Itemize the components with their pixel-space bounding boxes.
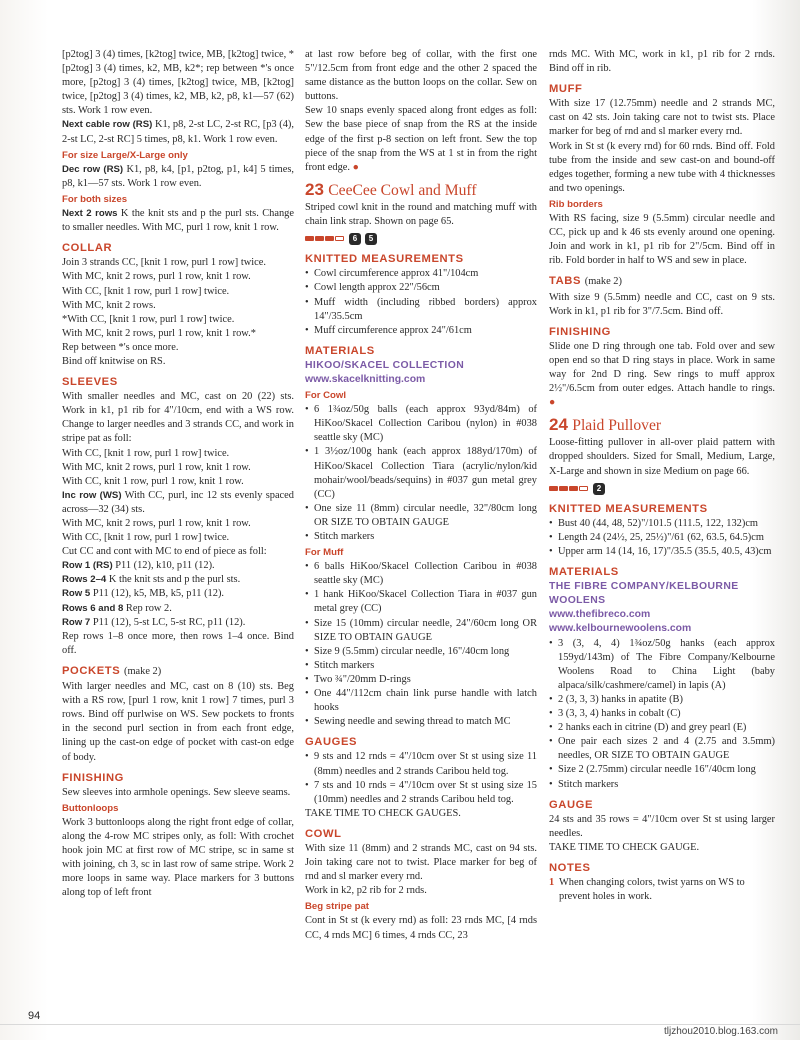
- skill-level: [305, 232, 537, 246]
- list-item: • Bust 40 (44, 48, 52)"/101.5 (111.5, 122, 132)cm: [549, 517, 775, 531]
- list-item: • One size 11 (8mm) circular needle, 32"/80cm long OR SIZE TO OBTAIN GAUGE: [305, 502, 537, 530]
- column-2: [305, 48, 537, 943]
- paragraph: Next cable row (RS) K1, p8, 2-st LC, 2-st RC, [p3 (4), 2-st LC, 2-st RC] 5 times, p8, k1. Work 1 row even.: [62, 119, 294, 145]
- paragraph: Row 1 (RS) P11 (12), k10, p11 (12).: [62, 560, 215, 572]
- paragraph: Rep between *'s once more.: [62, 341, 179, 353]
- subheading: For Muff: [305, 547, 344, 559]
- yarn-weight-icon: 6: [349, 233, 361, 245]
- supplier-name: HIKOO/SKACEL COLLECTION: [305, 359, 465, 371]
- section-heading-pockets: POCKETS (make 2): [62, 664, 162, 677]
- end-dot-icon: ●: [549, 397, 556, 409]
- materials-list: [549, 637, 775, 792]
- skill-level-bars-icon: [305, 232, 345, 246]
- list-item: • Upper arm 14 (14, 16, 17)"/35.5 (35.5, 40.5, 43)cm: [549, 545, 775, 559]
- paragraph: Work in k2, p2 rib for 2 rnds.: [305, 885, 427, 897]
- list-item: • Muff width (including ribbed borders) approx 14"/35.5cm: [305, 296, 537, 324]
- list-item: • 3 (3, 4, 4) 1¾oz/50g hanks (each approx 159yd/143m) of The Fibre Company/Kelbourne Woolens Road to China Light (baby alpaca/silk/cashmere/camel) in lapis (A): [549, 637, 775, 693]
- list-item: • 6 1¾oz/50g balls (each approx 93yd/84m) of HiKoo/Skacel Collection Caribou (nylon) in #038 seattle sky (MC): [305, 403, 537, 445]
- section-heading-tabs: TABS (make 2): [549, 275, 622, 288]
- paragraph: *With CC, [knit 1 row, purl 1 row] twice.: [62, 313, 235, 325]
- paragraph: rnds MC. With MC, work in k1, p1 rib for 2 rnds. Bind off in rib.: [549, 49, 775, 75]
- section-heading-notes: NOTES: [549, 861, 591, 874]
- measurements-list: [305, 267, 537, 337]
- subheading: For Cowl: [305, 390, 347, 402]
- paragraph: With size 17 (12.75mm) needle and 2 strands MC, cast on 42 sts. Join taking care not to twist sts. Place marker for beg of rnd and sl marker every rnd.: [549, 98, 775, 138]
- paragraph: Work 3 buttonloops along the right front edge of collar, along the 4-row MC stripes only, as foll: With crochet hook join MC at first row of MC stripe, sc in same st with joining, ch 3, sc in last row of same stripe. Work 2 more loops in same way. Place markers for 3 buttons along top of left front: [62, 816, 294, 899]
- step-label: Row 5: [62, 588, 91, 600]
- section-heading-measurements: KNITTED MEASUREMENTS: [305, 253, 464, 266]
- supplier-name: THE FIBRE COMPANY/KELBOURNE: [549, 581, 739, 593]
- subheading: For size Large/X-Large only: [62, 149, 188, 161]
- supplier-url[interactable]: www.skacelknitting.com: [305, 373, 426, 385]
- paragraph: With size 9 (5.5mm) needle and CC, cast on 9 sts. Work in k1, p1 rib for 3"/7.5cm. Bind off.: [549, 291, 775, 317]
- step-label: Next 2 rows: [62, 208, 118, 220]
- paragraph: Sew 10 snaps evenly spaced along front edges as foll: Sew the base piece of snap from the RS at the inside edge of the first p-8 section on left front. Sew the top piece of the snap from the WS at 1 st in from the right front edge. ●: [305, 105, 537, 173]
- page-number: 94: [28, 1010, 41, 1022]
- step-label: Next cable row (RS): [62, 119, 153, 131]
- list-item: • Cowl length approx 22"/56cm: [305, 281, 537, 295]
- supplier-url[interactable]: www.thefibreco.com: [549, 609, 651, 621]
- step-label: Inc row (WS): [62, 489, 122, 501]
- paragraph: Rows 6 and 8 Rep row 2.: [62, 602, 172, 614]
- paragraph: Rows 2–4 K the knit sts and p the purl sts.: [62, 574, 241, 586]
- note-item: 1 When changing colors, twist yarns on WS to prevent holes in work.: [549, 877, 745, 903]
- list-item: • Sewing needle and sewing thread to match MC: [305, 715, 537, 729]
- list-item: • Length 24 (24½, 25, 25½)"/61 (62, 63.5, 64.5)cm: [549, 531, 775, 545]
- section-heading-gauge: GAUGE: [549, 798, 594, 811]
- list-item: • Stitch markers: [305, 659, 537, 673]
- paragraph: With CC, [knit 1 row, purl 1 row] twice.: [62, 285, 230, 297]
- end-dot-icon: ●: [352, 161, 359, 173]
- list-item: • Size 15 (10mm) circular needle, 24"/60cm long OR SIZE TO OBTAIN GAUGE: [305, 617, 537, 645]
- section-heading-cowl: COWL: [305, 827, 342, 840]
- section-heading-finishing: FINISHING: [62, 771, 124, 784]
- paragraph: Join 3 strands CC, [knit 1 row, purl 1 row] twice.: [62, 257, 266, 269]
- paragraph: With MC, knit 2 rows, purl 1 row, knit 1 row.*: [62, 327, 256, 339]
- paragraph: Cut CC and cont with MC to end of piece as foll:: [62, 546, 267, 558]
- paragraph: With MC, knit 2 rows, purl 1 row, knit 1 row.: [62, 461, 251, 473]
- yarn-weight-icon: 5: [365, 233, 377, 245]
- supplier-url[interactable]: www.kelbournewoolens.com: [549, 623, 692, 635]
- paragraph: With larger needles and MC, cast on 8 (10) sts. Beg with a RS row, [purl 1 row, knit 1 row] 7 times, purl 3 rows. Bind off purlwise on WS. Sew pockets to fronts in the second purl section in from each front edge, lining up the cast-on edge of pocket with cast-on edge of body.: [62, 681, 294, 763]
- list-item: • 2 (3, 3, 3) hanks in apatite (B): [549, 693, 775, 707]
- measurements-list: [549, 517, 775, 559]
- materials-cowl-list: [305, 403, 537, 544]
- paragraph: [p2tog] 3 (4) times, [k2tog] twice, MB, [k2tog] twice, *[p2tog] 3 (4) times, k2, MB, k2*; rep between *'s once more, [p2tog] 3 (4) times, [k2tog] twice, MB, [k2tog] twice, [p2tog] 3 (4) times, k2, MB, k2, p8, k1—57 (62) sts. Work 1 row even.: [62, 49, 294, 117]
- list-item: • 6 balls HiKoo/Skacel Collection Caribou in #038 seattle sky (MC): [305, 560, 537, 588]
- paragraph: Inc row (WS) With CC, purl, inc 12 sts evenly spaced across—32 (34) sts.: [62, 489, 294, 515]
- paragraph: With MC, knit 2 rows, purl 1 row, knit 1 row.: [62, 271, 251, 283]
- list-item: • 9 sts and 12 rnds = 4"/10cm over St st using size 11 (8mm) needles and 2 strands Caribou held tog.: [305, 750, 537, 778]
- paragraph: Dec row (RS) K1, p8, k4, [p1, p2tog, p1, k4] 5 times, p8, k1—57 sts. Work 1 row even.: [62, 163, 294, 189]
- paragraph: With CC, [knit 1 row, purl 1 row] twice.: [62, 447, 230, 459]
- subheading: Buttonloops: [62, 802, 119, 814]
- yarn-weight-icon: 2: [593, 483, 605, 495]
- paragraph: Next 2 rows K the knit sts and p the purl sts. Change to smaller needles. With MC, purl 1 row, knit 1 row.: [62, 208, 294, 234]
- step-label: Dec row (RS): [62, 163, 124, 175]
- paragraph: Row 7 P11 (12), 5-st LC, 5-st RC, p11 (12).: [62, 616, 246, 628]
- step-label: Row 7: [62, 616, 91, 628]
- pattern-title-23: 23 CeeCee Cowl and Muff: [305, 179, 477, 199]
- list-item: • Stitch markers: [305, 530, 537, 544]
- paragraph: Sew sleeves into armhole openings. Sew sleeve seams.: [62, 786, 291, 798]
- paragraph: Bind off knitwise on RS.: [62, 355, 166, 367]
- paragraph: Row 5 P11 (12), k5, MB, k5, p11 (12).: [62, 588, 225, 600]
- subheading: Rib borders: [549, 198, 603, 210]
- materials-muff-list: [305, 560, 537, 729]
- paragraph: With smaller needles and MC, cast on 20 (22) sts. Work in k1, p1 rib for 4"/10cm, end with a WS row. Change to larger needles and 3 strands CC, and work in stripe pat as foll:: [62, 391, 294, 445]
- paragraph: Striped cowl knit in the round and matching muff with chain link strap. Shown on page 65.: [305, 201, 537, 228]
- list-item: • Size 2 (2.75mm) circular needle 16"/40cm long: [549, 763, 775, 777]
- skill-level-bars-icon: [549, 482, 589, 496]
- paragraph: With CC, knit 1 row, purl 1 row, knit 1 row.: [62, 475, 244, 487]
- paragraph: Cont in St st (k every rnd) as foll: 23 rnds MC, [4 rnds CC, 4 rnds MC] 6 times, 4 rnds CC, 23: [305, 915, 537, 941]
- list-item: • Cowl circumference approx 41"/104cm: [305, 267, 537, 281]
- supplier-name: WOOLENS: [549, 595, 606, 607]
- list-item: • 7 sts and 10 rnds = 4"/10cm over St st using size 15 (10mm) needles and 2 strands Caribou held tog.: [305, 779, 537, 807]
- list-item: • One pair each sizes 2 and 4 (2.75 and 3.5mm) needles, OR SIZE TO OBTAIN GAUGE: [549, 735, 775, 763]
- section-heading-muff: MUFF: [549, 83, 583, 96]
- footer-divider: [0, 1024, 800, 1025]
- paragraph: With CC, [knit 1 row, purl 1 row] twice.: [62, 532, 230, 544]
- step-label: Rows 2–4: [62, 574, 107, 586]
- column-3: [549, 48, 775, 904]
- list-item: • 1 hank HiKoo/Skacel Collection Tiara in #037 gun metal grey (CC): [305, 588, 537, 616]
- section-heading-gauges: GAUGES: [305, 736, 358, 749]
- gauges-list: [305, 750, 537, 806]
- list-item: • Stitch markers: [549, 778, 775, 792]
- subheading: For both sizes: [62, 193, 128, 205]
- paragraph: With MC, knit 2 rows, purl 1 row, knit 1 row.: [62, 518, 251, 529]
- list-item: • Size 9 (5.5mm) circular needle, 16"/40cm long: [305, 645, 537, 659]
- section-heading-collar: COLLAR: [62, 242, 113, 255]
- paragraph: Slide one D ring through one tab. Fold over and sew open end so that D ring stays in place. Work in same way for 2nd D ring. Sew rings to muff approx 2½"/6.5cm from outer edges. Attach handle to rings. ●: [549, 340, 775, 409]
- pattern-title-24: 24 Plaid Pullover: [549, 415, 662, 435]
- list-item: • One 44"/112cm chain link purse handle with latch hooks: [305, 687, 537, 715]
- paragraph: Loose-fitting pullover in all-over plaid pattern with dropped shoulders. Sized for Small, Medium, Large, X-Large and shown in size Medium on page 66.: [549, 437, 775, 477]
- section-heading-finishing: FINISHING: [549, 325, 611, 338]
- paragraph: Rep rows 1–8 once more, then rows 1–4 once. Bind off.: [62, 630, 294, 656]
- section-heading-sleeves: SLEEVES: [62, 376, 118, 389]
- list-item: • Two ¾"/20mm D-rings: [305, 673, 537, 687]
- skill-level: [549, 482, 775, 496]
- list-item: • Muff circumference approx 24"/61cm: [305, 324, 537, 338]
- paragraph: With RS facing, size 9 (5.5mm) circular needle and CC, pick up and k 46 sts evenly around one opening. Join and work in k1, p1 rib for 2"/5cm. Bind off in rib. Fold border in half to WS and sew in place.: [549, 213, 775, 267]
- step-label: Row 1 (RS): [62, 560, 113, 572]
- paragraph: at last row before beg of collar, with the first one 5"/12.5cm from front edge and the other 2 spaced the same distance as the button loops on the collar. Sew on buttons.: [305, 49, 537, 103]
- list-item: • 3 (3, 3, 4) hanks in cobalt (C): [549, 707, 775, 721]
- subheading: Beg stripe pat: [305, 901, 369, 913]
- paragraph: With size 11 (8mm) and 2 strands MC, cast on 94 sts. Join taking care not to twist. Place marker for beg of rnd and sl marker every rnd.: [305, 842, 537, 883]
- list-item: • 1 3½oz/100g hank (each approx 188yd/170m) of HiKoo/Skacel Collection Tiara (acrylic/nylon/kid mohair/wool/beads/sequins) in #037 gun metal grey (CC): [305, 445, 537, 501]
- paragraph: TAKE TIME TO CHECK GAUGES.: [305, 807, 461, 819]
- paragraph: With MC, knit 2 rows.: [62, 299, 156, 311]
- section-heading-materials: MATERIALS: [549, 566, 619, 579]
- paragraph: TAKE TIME TO CHECK GAUGE.: [549, 841, 700, 853]
- step-label: Rows 6 and 8: [62, 602, 124, 614]
- footer-credit: tljzhou2010.blog.163.com: [664, 1026, 778, 1037]
- paragraph: Work in St st (k every rnd) for 60 rnds. Bind off. Fold tube from the inside and sew cast-on and bound-off edges together, forming a new tube with 4 thicknesses and two openings.: [549, 140, 775, 194]
- section-heading-materials: MATERIALS: [305, 344, 375, 357]
- column-1: [62, 48, 294, 900]
- list-item: • 2 hanks each in citrine (D) and grey pearl (E): [549, 721, 775, 735]
- paragraph: 24 sts and 35 rows = 4"/10cm over St st using larger needles.: [549, 813, 775, 839]
- section-heading-measurements: KNITTED MEASUREMENTS: [549, 502, 708, 515]
